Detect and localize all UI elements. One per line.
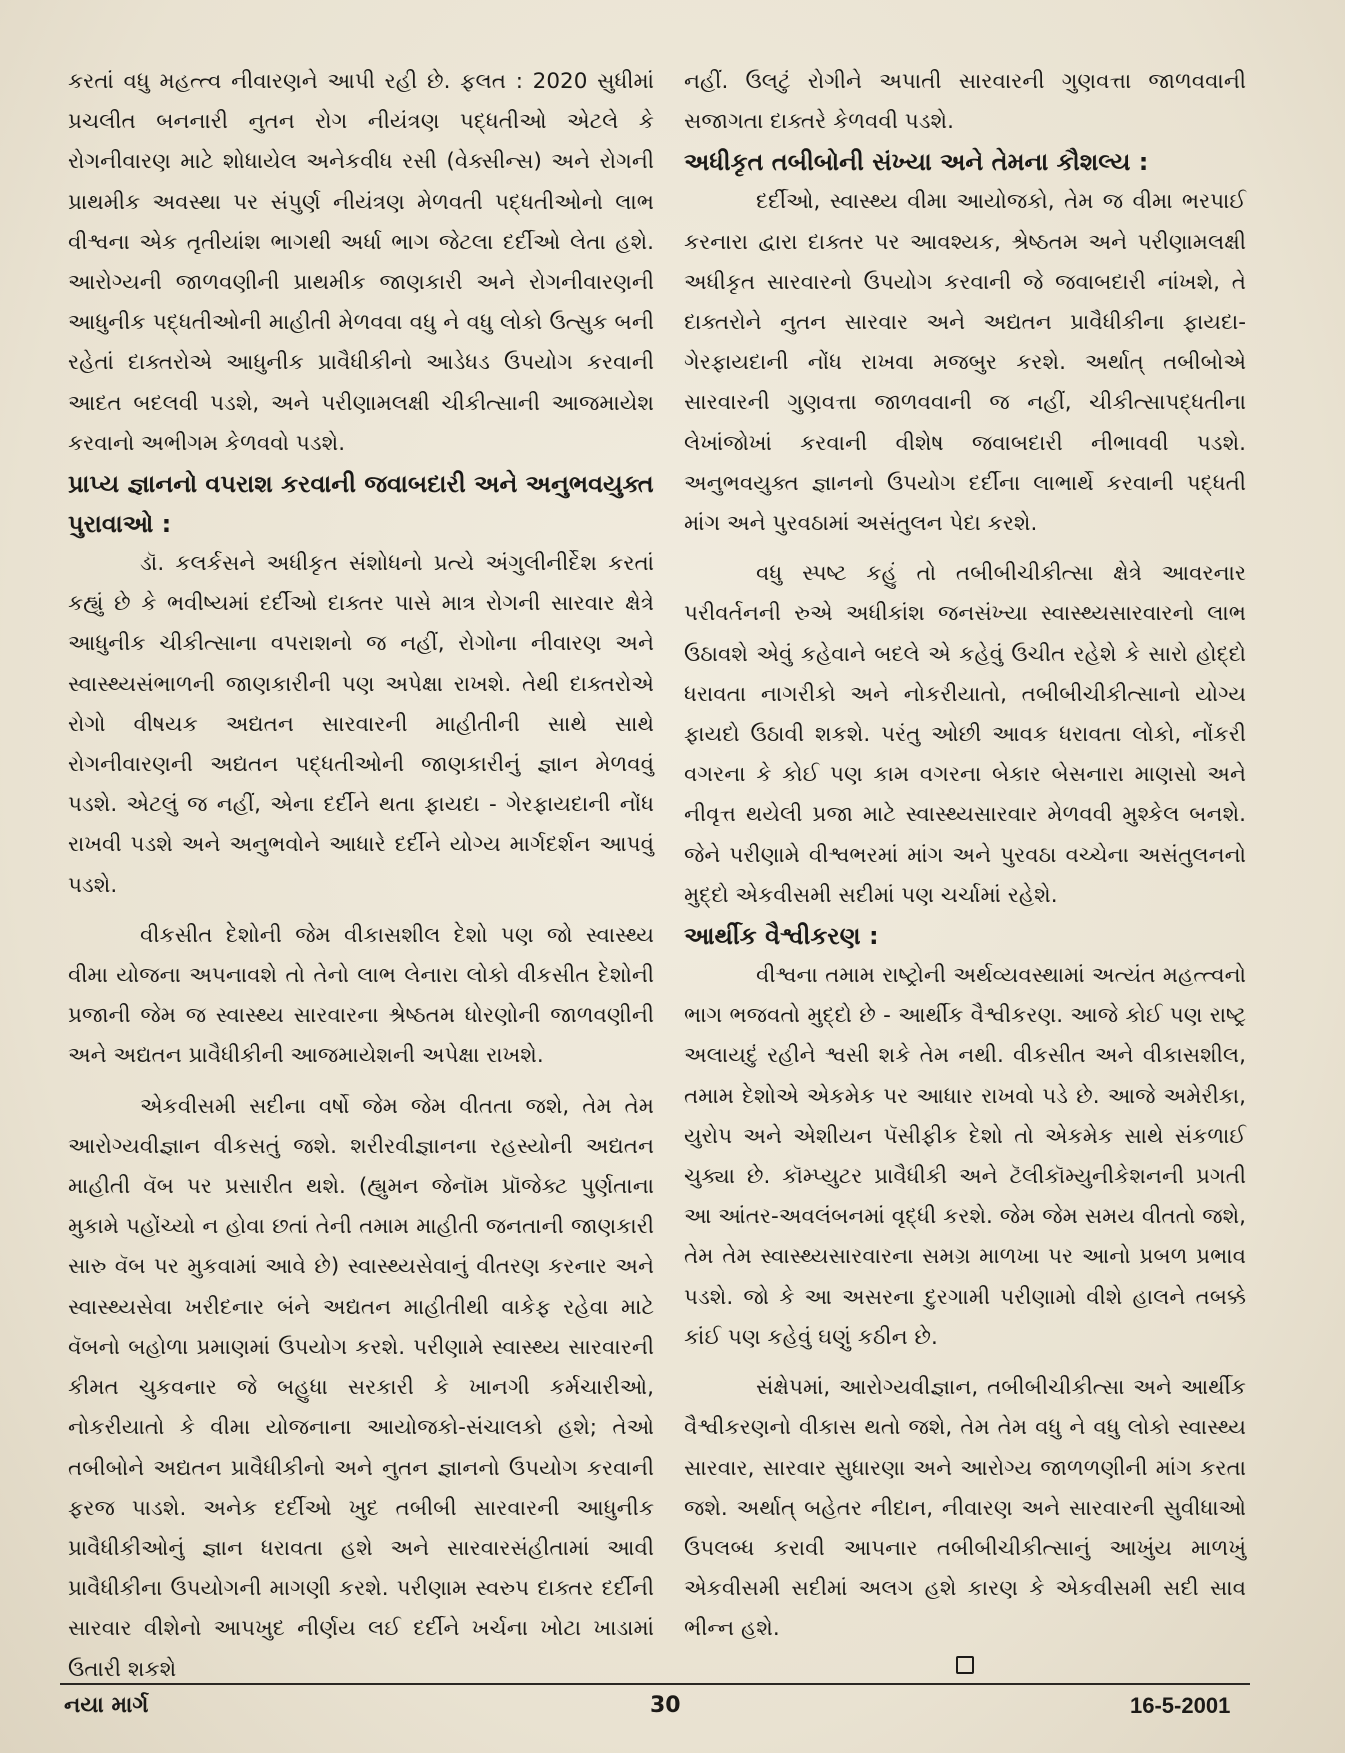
left-paragraph-3: વીકસીત દેશોની જેમ વીકાસશીલ દેશો પણ જો સ્વાસ્થ્ય વીમા યોજના અપનાવશે તો તેનો લાભ લેનારા લોકો વીકસીત દેશોની પ્રજાની જેમ જ સ્વાસ્થ્ય સારવારના શ્રેષ્ઠતમ ધોરણોની જાળવણીની અને અદ્યતન પ્રાવૈધીકીની આજમાયેશની અપેક્ષા રાખશે. [68,922,654,1069]
left-paragraph-4: એકવીસમી સદીના વર્ષો જેમ જેમ વીતતા જશે, તેમ તેમ આરોગ્યવીજ્ઞાન વીકસતું જશે. શરીરવીજ્ઞાનના રહસ્યોની અદ્યતન માહીતી વૅબ પર પ્રસારીત થશે. (હ્યુમન જેનૉમ પ્રૉજેક્ટ પુર્ણતાના મુકામે પહોંચ્યો ન હોવા છતાં તેની તમામ માહીતી જનતાની જાણકારી સારુ વૅબ પર મુકવામાં આવે છે) સ્વાસ્થ્યસેવાનું વીતરણ કરનાર અને સ્વાસ્થ્યસેવા ખરીદનાર બંને અદ્યતન માહીતીથી વાકેફ રહેવા માટે વૅબનો બહોળા પ્રમાણમાં ઉપયોગ કરશે. પરીણામે સ્વાસ્થ્ય સારવારની કીમત ચુકવનાર જે બહુધા સરકારી કે ખાનગી કર્મચારીઓ, નોકરીયાતો કે વીમા યોજનાના આયોજકો-સંચાલકો હશે; તેઓ તબીબોને અદ્યતન પ્રાવૈધીકીનો અને નુતન જ્ઞાનનો ઉપયોગ કરવાની ફરજ પાડશે. અનેક દર્દીઓ ખુદ તબીબી સારવારની આધુનીક પ્રાવૈધીકીઓનું જ્ઞાન ધરાવતા હશે અને સારવારસંહીતામાં આવી પ્રાવૈધીકીના ઉપયોગની માગણી કરશે. પરીણામ સ્વરુપ દાક્તર દર્દીની સારવાર વીશેનો આપખુદ નીર્ણય લઈ દર્દીને ખર્ચના ખોટા ખાડામાં ઉતારી શકશે [68,1093,654,1682]
section-heading-doctors-skills: અધીકૃત તબીબોની સંખ્યા અને તેમના કૌશલ્ય : [684,148,1149,177]
right-paragraph-4: વીશ્વના તમામ રાષ્ટ્રોની અર્થવ્યવસ્થામાં અત્યંત મહત્ત્વનો ભાગ ભજવતો મુદ્દો છે - આર્થીક વૈશ્વીકરણ. આજે કોઈ પણ રાષ્ટ્ર અલાયદું રહીને શ્વસી શકે તેમ નથી. વીકસીત અને વીકાસશીલ, તમામ દેશોએ એકમેક પર આધાર રાખવો પડે છે. આજે અમેરીકા, યુરોપ અને એશીયન પૅસીફીક દેશો તો એકમેક સાથે સંકળાઈ ચુક્યા છે. કૉમ્પ્યુટર પ્રાવૈધીકી અને ટૅલીકૉમ્યુનીકેશનની પ્રગતી આ આંતર-અવલંબનમાં વૃદ્ધી કરશે. જેમ જેમ સમય વીતતો જશે, તેમ તેમ સ્વાસ્થ્યસારવારના સમગ્ર માળખા પર આનો પ્રબળ પ્રભાવ પડશે. જો કે આ અસરના દુરગામી પરીણામો વીશે હાલને તબક્કે કાંઈ પણ કહેવું ઘણું કઠીન છે. [684,963,1246,1350]
section-heading-knowledge-responsibility: પ્રાપ્ય જ્ઞાનનો વપરાશ કરવાની જવાબદારી અને અનુભવયુક્ત પુરાવાઓ : [68,470,654,539]
right-paragraph-5: સંક્ષેપમાં, આરોગ્યવીજ્ઞાન, તબીબીચીકીત્સા અને આર્થીક વૈશ્વીકરણનો વીકાસ થતો જશે, તેમ તેમ વધુ ને વધુ લોકો સ્વાસ્થ્ય સારવાર, સારવાર સુધારણા અને આરોગ્ય જાળળણીની માંગ કરતા જશે. અર્થાત્ બહેતર નીદાન, નીવારણ અને સારવારની સુવીધાઓ ઉપલબ્ધ કરાવી આપનાર તબીબીચીકીત્સાનું આખુંય માળખું એકવીસમી સદીમાં અલગ હશે કારણ કે એકવીસમી સદી સાવ ભીન્ન હશે. [684,1375,1246,1642]
left-column [68,62,654,1690]
article-end-square-icon [956,1656,974,1674]
footer-divider [60,1683,1250,1685]
right-paragraph-2: દર્દીઓ, સ્વાસ્થ્ય વીમા આયોજકો, તેમ જ વીમા ભરપાઈ કરનારા દ્વારા દાક્તર પર આવશ્યક, શ્રેષ્ઠતમ અને પરીણામલક્ષી અધીકૃત સારવારનો ઉપયોગ કરવાની જે જવાબદારી નાંખશે, તે દાક્તરોને નુતન સારવાર અને અદ્યતન પ્રાવૈધીકીના ફાયદા-ગેરફાયદાની નોંધ રાખવા મજબુર કરશે. અર્થાત્ તબીબોએ સારવારની ગુણવત્તા જાળવવાની જ નહીં, ચીકીત્સાપદ્ધતીના લેખાંજોખાં કરવાની વીશેષ જવાબદારી નીભાવવી પડશે. અનુભવયુક્ત જ્ઞાનનો ઉપયોગ દર્દીના લાભાર્થે કરવાની પદ્ધતી માંગ અને પુરવઠામાં અસંતુલન પેદા કરશે. [684,189,1246,537]
left-paragraph-1: કરતાં વધુ મહત્ત્વ નીવારણને આપી રહી છે. ફલત : 2020 સુધીમાં પ્રચલીત બનનારી નુતન રોગ નીયંત્રણ પદ્ધતીઓ એટલે કે રોગનીવારણ માટે શોધાયેલ અનેકવીધ રસી (વેક્સીન્સ) અને રોગની પ્રાથમીક અવસ્થા પર સંપુર્ણ નીયંત્રણ મેળવતી પદ્ધતીઓનો લાભ વીશ્વના એક તૃતીયાંશ ભાગથી અર્ધા ભાગ જેટલા દર્દીઓ લેતા હશે. આરોગ્યની જાળવણીની પ્રાથમીક જાણકારી અને રોગનીવારણની આધુનીક પદ્ધતીઓની માહીતી મેળવવા વધુ ને વધુ લોકો ઉત્સુક બની રહેતાં દાક્તરોએ આધુનીક પ્રાવૈધીકીનો આડેધડ ઉપયોગ કરવાની આદત બદલવી પડશે, અને પરીણામલક્ષી ચીકીત્સાની આજમાયેશ કરવાનો અભીગમ કેળવવો પડશે. [68,69,654,456]
footer-date: 16-5-2001 [1130,1693,1231,1718]
footer-publication-name: નયા માર્ગ [64,1693,149,1718]
footer-page-number: 30 [650,1693,681,1718]
right-paragraph-3: વધુ સ્પષ્ટ કહું તો તબીબીચીકીત્સા ક્ષેત્રે આવરનાર પરીવર્તનની રુએ અધીકાંશ જનસંખ્યા સ્વાસ્થ્યસારવારનો લાભ ઉઠાવશે એવું કહેવાને બદલે એ કહેવું ઉચીત રહેશે કે સારો હોદ્દો ધરાવતા નાગરીકો અને નોકરીયાતો, તબીબીચીકીત્સાનો યોગ્ય ફાયદો ઉઠાવી શકશે. પરંતુ ઓછી આવક ધરાવતા લોકો, નોંકરી વગરના કે કોઈ પણ કામ વગરના બેકાર બેસનારા માણસો અને નીવૃત્ત થયેલી પ્રજા માટે સ્વાસ્થ્યસારવાર મેળવવી મુશ્કેલ બનશે. જેને પરીણામે વીશ્વભરમાં માંગ અને પુરવઠા વચ્ચેના અસંતુલનનો મુદ્દો એકવીસમી સદીમાં પણ ચર્ચામાં રહેશે. [684,561,1246,908]
section-heading-economic-globalization: આર્થીક વૈશ્વીકરણ : [684,922,879,951]
right-column [684,62,1246,1650]
right-paragraph-1: નહીં. ઉલટું રોગીને અપાતી સારવારની ગુણવત્તા જાળવવાની સજાગતા દાક્તરે કેળવવી પડશે. [684,69,1246,135]
left-paragraph-2: ડૉ. કલર્કસને અધીકૃત સંશોધનો પ્રત્યે અંગુલીનીર્દેશ કરતાં કહ્યું છે કે ભવીષ્યમાં દર્દીઓ દાક્તર પાસે માત્ર રોગની સારવાર ક્ષેત્રે આધુનીક ચીકીત્સાના વપરાશનો જ નહીં, રોગોના નીવારણ અને સ્વાસ્થ્યસંભાળની જાણકારીની પણ અપેક્ષા રાખશે. તેથી દાક્તરોએ રોગો વીષયક અદ્યતન સારવારની માહીતીની સાથે સાથે રોગનીવારણની અદ્યતન પદ્ધતીઓની જાણકારીનું જ્ઞાન મેળવવું પડશે. એટલું જ નહીં, એના દર્દીને થતા ફાયદા - ગેરફાયદાની નોંધ રાખવી પડશે અને અનુભવોને આધારે દર્દીને યોગ્ય માર્ગદર્શન આપવું પડશે. [68,551,654,898]
